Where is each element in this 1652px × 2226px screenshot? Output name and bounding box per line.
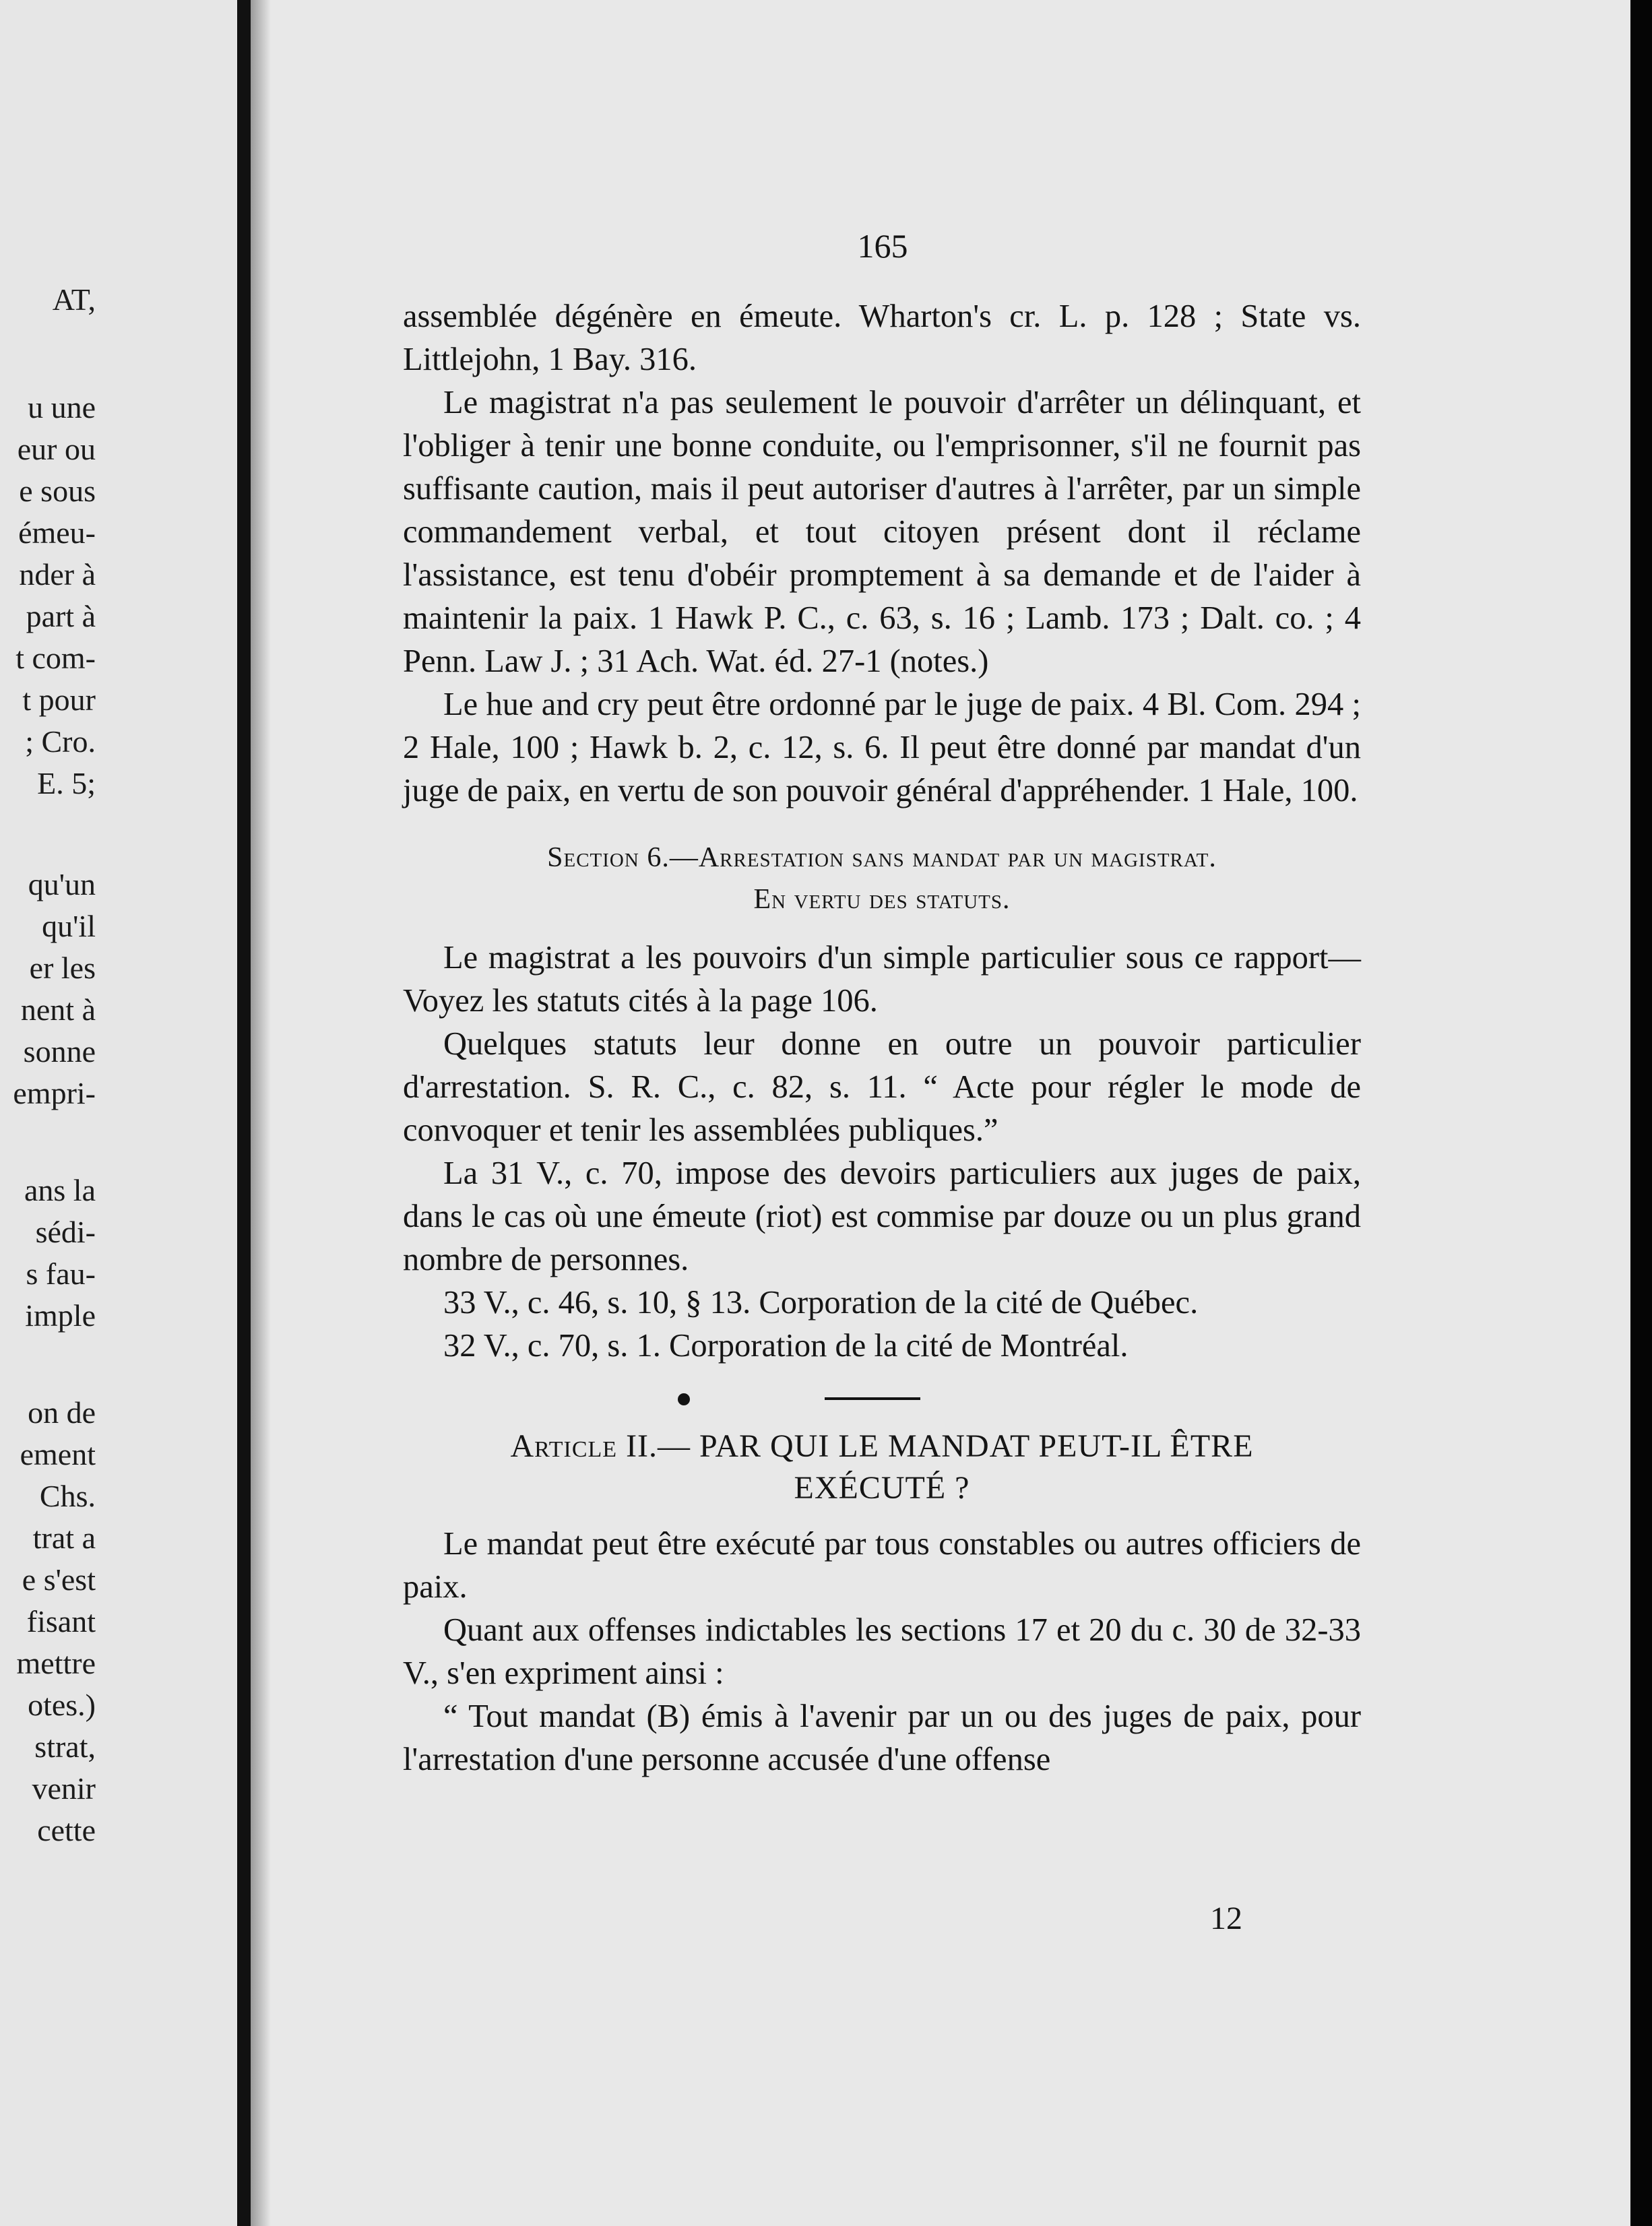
left-fragment: imple: [25, 1298, 96, 1333]
left-fragment: nder à: [19, 557, 96, 592]
left-fragment: AT,: [52, 282, 96, 317]
left-fragment: s fau-: [26, 1257, 96, 1291]
left-fragment: ement: [20, 1437, 96, 1471]
section-heading-line: Section 6.—Arrestation sans mandat par un magistrat.: [547, 842, 1217, 873]
left-fragment: e s'est: [22, 1562, 96, 1597]
left-fragment: émeu-: [18, 515, 96, 550]
paragraph: Quant aux offenses indictables les sections 17 et 20 du c. 30 de 32-33 V., s'en expriment ainsi :: [403, 1612, 1361, 1691]
separator-dot: [678, 1393, 690, 1405]
left-fragment: qu'un: [28, 867, 96, 901]
left-fragment: ; Cro.: [25, 724, 96, 759]
left-fragment: mettre: [16, 1646, 96, 1680]
book-gutter: [237, 0, 251, 2226]
article-heading-line: EXÉCUTÉ ?: [794, 1470, 970, 1506]
left-fragment: sédi-: [35, 1215, 96, 1249]
paragraph: Le magistrat a les pouvoirs d'un simple particulier sous ce rapport—Voyez les statuts cités à la page 106.: [403, 940, 1361, 1019]
paragraph: Le magistrat n'a pas seulement le pouvoir d'arrêter un délinquant, et l'obliger à tenir une bonne conduite, ou l'emprisonner, s'il ne fournit pas suffisante caution, mais il peut autoriser d'autres à l'arrêter, par un simple commandement verbal, et tout citoyen présent dont il réclame l'assistance, est tenu d'obéir promptement à sa demande et de l'aider à maintenir la paix. 1 Hawk P. C., c. 63, s. 16 ; Lamb. 173 ; Dalt. co. ; 4 Penn. Law J. ; 31 Ach. Wat. éd. 27-1 (notes.): [403, 385, 1361, 679]
left-fragment: empri-: [13, 1076, 96, 1110]
section-heading-line: En vertu des statuts.: [753, 884, 1011, 915]
left-fragment: t com-: [15, 641, 96, 675]
left-fragment: u une: [28, 390, 96, 424]
paragraph: 32 V., c. 70, s. 1. Corporation de la cité de Montréal.: [443, 1328, 1129, 1364]
left-fragment: fisant: [26, 1604, 96, 1639]
left-page-edge: [0, 0, 236, 2226]
paragraph: Le hue and cry peut être ordonné par le juge de paix. 4 Bl. Com. 294 ; 2 Hale, 100 ; Hawk b. 2, c. 12, s. 6. Il peut être donné par mandat d'un juge de paix, en vertu de son pouvoir général d'appréhender. 1 Hale, 100.: [403, 687, 1361, 808]
left-fragment: venir: [32, 1771, 96, 1806]
left-fragment: qu'il: [42, 909, 96, 943]
paragraph: Quelques statuts leur donne en outre un pouvoir particulier d'arrestation. S. R. C., c. 82, s. 11. “ Acte pour régler le mode de convoquer et tenir les assemblées publiques.”: [403, 1026, 1361, 1148]
left-fragment: Chs.: [39, 1479, 96, 1513]
left-fragment: on de: [28, 1395, 96, 1430]
left-fragment: sonne: [23, 1034, 96, 1069]
paragraph: 33 V., c. 46, s. 10, § 13. Corporation de la cité de Québec.: [443, 1285, 1199, 1321]
article-heading: [403, 1426, 1361, 1509]
article-heading-line: Article II.— PAR QUI LE MANDAT PEUT-IL ÊTRE: [510, 1428, 1254, 1464]
left-fragment: E. 5;: [37, 766, 96, 800]
section-separator: [403, 1368, 1361, 1426]
separator-rule: [825, 1397, 920, 1400]
paragraph: “ Tout mandat (B) émis à l'avenir par un ou des juges de paix, pour l'arrestation d'une personne accusée d'une offense: [403, 1698, 1361, 1777]
left-fragment: er les: [29, 951, 96, 985]
left-fragment: eur ou: [17, 432, 96, 466]
left-fragment: ans la: [24, 1173, 96, 1207]
left-fragment: part à: [26, 599, 96, 633]
left-fragment: nent à: [20, 992, 96, 1027]
paragraph: assemblée dégénère en émeute. Wharton's cr. L. p. 128 ; State vs. Littlejohn, 1 Bay. 316.: [403, 298, 1361, 377]
scan-border: [1630, 0, 1652, 2226]
left-fragment: strat,: [34, 1729, 96, 1764]
left-fragment: e sous: [19, 474, 96, 508]
left-fragment: trat a: [32, 1521, 96, 1555]
left-fragment: t pour: [22, 682, 96, 717]
page-number: 165: [857, 227, 908, 265]
page-body: [403, 295, 1361, 1781]
signature-mark: 12: [1210, 1901, 1242, 1936]
left-fragment: otes.): [28, 1688, 96, 1722]
gutter-shadow: [251, 0, 271, 2226]
left-fragment: cette: [37, 1813, 96, 1847]
paragraph: Le mandat peut être exécuté par tous constables ou autres officiers de paix.: [403, 1526, 1361, 1605]
paragraph: La 31 V., c. 70, impose des devoirs particuliers aux juges de paix, dans le cas où une émeute (riot) est commise par douze ou un plus grand nombre de personnes.: [403, 1155, 1361, 1277]
section-heading: [403, 837, 1361, 920]
